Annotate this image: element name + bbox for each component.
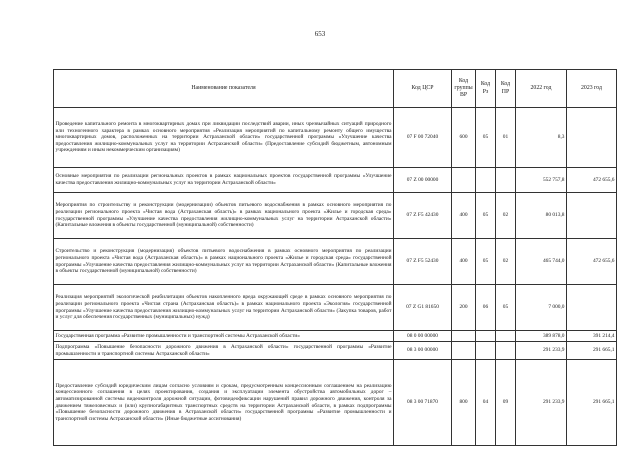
header-vr: Код группы ВР	[452, 70, 476, 108]
row-2022: 465 744,0	[516, 239, 567, 285]
row-name: Реализация мероприятий экологической реабилитации объектов накопленного вреда окружающей среде в рамках основного мероприятия по реализации регионального проекта «Чистая страна (Астраханская область)» в рамках национального проекта «Экология» государственной программы «Улучшение качества предоставления жилищно-коммунальных услуг на территории Астраханской области» (Закупка товаров, работ и услуг для обеспечения государственных (муниципальных) нужд)	[54, 285, 394, 331]
row-vr: 400	[452, 239, 476, 285]
row-2023: 472 655,6	[567, 239, 617, 285]
header-pr: Код ПР	[496, 70, 516, 108]
row-csr: 07 Z G1 81650	[394, 285, 452, 331]
row-2022: 389 878,0	[516, 331, 567, 342]
header-csr: Код ЦСР	[394, 70, 452, 108]
row-vr	[452, 342, 476, 360]
table-row	[54, 193, 617, 239]
row-2023: 291 665,1	[567, 342, 617, 360]
row-rz: 05	[476, 193, 496, 239]
header-2023: 2023 год	[567, 70, 617, 108]
row-2022: 552 757,8	[516, 168, 567, 193]
row-2023	[567, 285, 617, 331]
row-name: Подпрограмма «Повышение безопасности дорожного движения в Астраханской области» государственной программы «Развитие промышленности и транспортной системы Астраханской области»	[54, 342, 394, 360]
row-2023: 391 214,4	[567, 331, 617, 342]
header-name: Наименование показателя	[54, 70, 394, 108]
row-rz: 04	[476, 360, 496, 446]
row-csr: 08 3 00 71870	[394, 360, 452, 446]
row-2023: 291 665,1	[567, 360, 617, 446]
row-pr: 05	[496, 285, 516, 331]
row-csr: 07 Z F5 52430	[394, 239, 452, 285]
row-2022: 291 233,9	[516, 342, 567, 360]
row-name: Предоставление субсидий юридическим лицам согласно условиям и срокам, предусмотренным концессионным соглашением на реализацию концессионного соглашения в целях проектирования, создания и эксплуатации элемента обустройства автомобильных дорог – автоматизированной системы видеоконтроля дорожной ситуации, фотовидеофиксации нарушений правил дорожного движения, контроля за движением тяжеловесных и (или) крупногабаритных транспортных средств на территории Астраханской области, в рамках подпрограммы «Повышение безопасности дорожного движения в Астраханской области» государственной программы «Развитие промышленности и транспортной системы Астраханской области» (Иные бюджетные ассигнования)	[54, 360, 394, 446]
row-name: Мероприятия по строительству и реконструкции (модернизации) объектов питьевого водоснабжения в рамках основного мероприятия по реализации регионального проекта «Чистая вода (Астраханская область)» в рамках национального проекта «Жилье и городская среда» государственной программы «Улучшение качества предоставления жилищно-коммунальных услуг на территории Астраханской области» (Капитальные вложения в объекты государственной (муниципальной) собственности)	[54, 193, 394, 239]
row-rz	[476, 342, 496, 360]
row-name: Государственная программа «Развитие промышленности и транспортной системы Астраханской области»	[54, 331, 394, 342]
row-pr	[496, 168, 516, 193]
row-pr: 01	[496, 108, 516, 168]
table-row	[54, 285, 617, 331]
row-name: Основные мероприятия по реализации региональных проектов в рамках национальных проектов государственной программы «Улучшение качества предоставления жилищно-коммунальных услуг на территории Астраханской области»	[54, 168, 394, 193]
row-pr: 02	[496, 239, 516, 285]
row-name: Строительство и реконструкция (модернизация) объектов питьевого водоснабжения в рамках основного мероприятия по реализации регионального проекта «Чистая вода (Астраханская область)» в рамках национального проекта «Жилье и городская среда» государственной программы «Улучшение качества предоставления жилищно-коммунальных услуг на территории Астраханской области» (Капитальные вложения в объекты государственной (муниципальной) собственности)	[54, 239, 394, 285]
row-vr: 800	[452, 360, 476, 446]
row-rz: 05	[476, 108, 496, 168]
table-row	[54, 108, 617, 168]
row-2022: 80 013,8	[516, 193, 567, 239]
row-rz	[476, 331, 496, 342]
row-csr: 07 Z F5 42430	[394, 193, 452, 239]
header-2022: 2022 год	[516, 70, 567, 108]
table-row	[54, 342, 617, 360]
page-number: 653	[314, 30, 326, 38]
row-2022: 7 000,0	[516, 285, 567, 331]
row-csr: 07 F 00 72040	[394, 108, 452, 168]
table-header-row	[54, 70, 617, 108]
row-2023	[567, 108, 617, 168]
table-row	[54, 239, 617, 285]
row-pr	[496, 331, 516, 342]
row-vr: 400	[452, 193, 476, 239]
row-2022: 291 233,9	[516, 360, 567, 446]
row-rz	[476, 168, 496, 193]
row-2023: 472 655,6	[567, 168, 617, 193]
budget-table	[53, 69, 617, 446]
row-2022: 8,3	[516, 108, 567, 168]
header-rz: Код Рз	[476, 70, 496, 108]
row-vr: 600	[452, 108, 476, 168]
row-csr: 08 3 00 00000	[394, 342, 452, 360]
row-pr: 02	[496, 193, 516, 239]
table-row	[54, 168, 617, 193]
table-row	[54, 331, 617, 342]
row-pr	[496, 342, 516, 360]
row-rz: 05	[476, 239, 496, 285]
row-vr: 200	[452, 285, 476, 331]
row-rz: 06	[476, 285, 496, 331]
table-row	[54, 360, 617, 446]
row-pr: 09	[496, 360, 516, 446]
row-vr	[452, 331, 476, 342]
row-csr: 07 Z 00 00000	[394, 168, 452, 193]
row-2023	[567, 193, 617, 239]
row-vr	[452, 168, 476, 193]
row-csr: 08 0 00 00000	[394, 331, 452, 342]
row-name: Проведение капитального ремонта в многоквартирных домах при ликвидации последствий аварии, иных чрезвычайных ситуаций природного или техногенного характера в рамках основного мероприятия «Реализация мероприятий по капитальному ремонту общего имущества многоквартирных домов, расположенных на территории Астраханской области» государственной программы «Улучшение качества предоставления жилищно-коммунальных услуг на территории Астраханской области» (Предоставление субсидий бюджетным, автономным учреждениям и иным некоммерческим организациям)	[54, 108, 394, 168]
